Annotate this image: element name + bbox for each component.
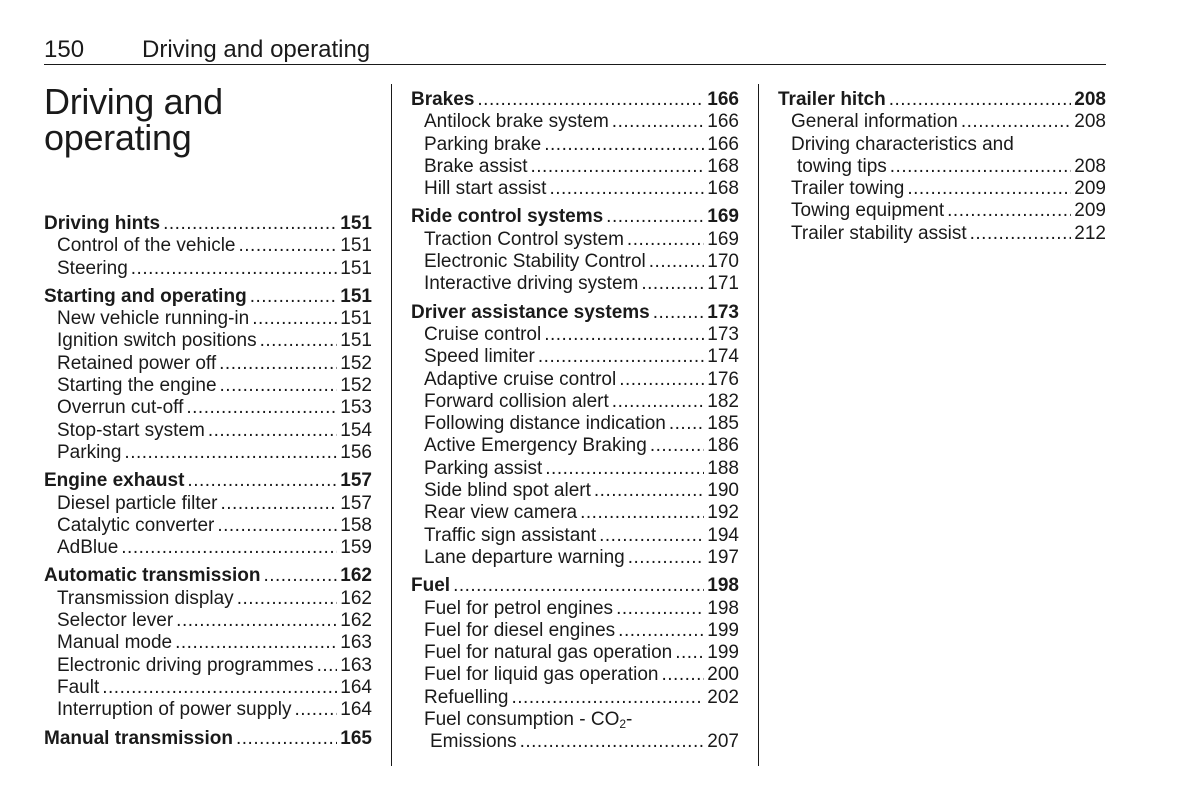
toc-item[interactable] [411, 111, 739, 133]
toc-item-page: 200 [707, 664, 739, 686]
toc-item-label: Refuelling [424, 686, 509, 708]
toc-item-page: 174 [707, 346, 739, 368]
leader-dots [237, 588, 338, 610]
leader-dots [121, 537, 337, 559]
toc-column-1 [44, 213, 372, 756]
toc-section-heading[interactable] [411, 575, 739, 597]
leader-dots [616, 598, 704, 620]
toc-item-page: 173 [707, 323, 739, 345]
column-divider [758, 84, 759, 766]
leader-dots [947, 200, 1071, 222]
toc-item-page: 159 [340, 537, 372, 559]
toc-item[interactable] [411, 346, 739, 368]
toc-section [411, 206, 739, 295]
toc-item-page: 208 [1074, 111, 1106, 133]
toc-item[interactable] [778, 200, 1106, 222]
toc-section-heading-page: 166 [707, 89, 739, 110]
toc-item[interactable] [778, 223, 1106, 245]
leader-dots [520, 731, 705, 753]
toc-item-label: General information [791, 111, 958, 133]
toc-item-page: 209 [1074, 178, 1106, 200]
toc-item[interactable] [411, 178, 739, 200]
toc-item-label: Electronic driving programmes [57, 654, 314, 676]
toc-section-heading-label: Automatic transmission [44, 565, 261, 587]
leader-dots [175, 632, 337, 654]
toc-item-label: Hill start assist [424, 178, 547, 200]
toc-item-page: 151 [340, 235, 372, 257]
toc-section-heading[interactable] [44, 565, 372, 587]
toc-section-heading-page: 173 [707, 301, 739, 323]
toc-item-page: 170 [707, 251, 739, 273]
leader-dots [599, 525, 704, 547]
toc-section-heading-label: Starting and operating [44, 285, 247, 307]
toc-item[interactable] [44, 655, 372, 677]
toc-item-label: towing tips [797, 155, 887, 177]
toc-item[interactable] [44, 330, 372, 352]
toc-item-label: Lane departure warning [424, 546, 625, 568]
toc-item[interactable] [44, 442, 372, 464]
toc-item-page: 166 [707, 111, 739, 133]
toc-item[interactable] [411, 525, 739, 547]
toc-item-page: 192 [707, 502, 739, 524]
leader-dots [236, 728, 337, 750]
toc-section-heading[interactable] [44, 286, 372, 308]
toc-section-heading-label: Fuel [411, 575, 451, 597]
toc-item-label: Brake assist [424, 155, 528, 177]
toc-item-label: Transmission display [57, 587, 234, 609]
toc-item[interactable] [411, 731, 739, 753]
toc-item[interactable] [411, 642, 739, 664]
toc-item-label: Overrun cut-off [57, 397, 184, 419]
toc-section-heading-label: Manual transmission [44, 727, 233, 749]
toc-item[interactable] [411, 687, 739, 709]
toc-item-page: 198 [707, 597, 739, 619]
leader-dots [649, 251, 705, 273]
toc-item-page: 182 [707, 390, 739, 412]
toc-item-label: Towing equipment [791, 200, 945, 222]
toc-item-label: Rear view camera [424, 502, 578, 524]
toc-item[interactable] [411, 620, 739, 642]
toc-item[interactable] [44, 493, 372, 515]
toc-section-heading-label: Ride control systems [411, 206, 604, 228]
toc-item-page: 164 [340, 676, 372, 698]
leader-dots [512, 687, 705, 709]
toc-item-label: Following distance indication [424, 413, 666, 435]
toc-item-page: 166 [707, 133, 739, 155]
leader-dots [131, 258, 338, 280]
toc-item-label: Trailer towing [791, 178, 905, 200]
leader-dots [544, 324, 704, 346]
leader-dots [260, 330, 338, 352]
toc-item-page: 163 [340, 654, 372, 676]
toc-item-label: Emissions [430, 731, 517, 753]
leader-dots [252, 308, 337, 330]
leader-dots [317, 655, 338, 677]
leader-dots [612, 391, 705, 413]
header-title: Driving and operating [142, 36, 371, 63]
toc-section-heading[interactable] [411, 206, 739, 228]
toc-item[interactable] [778, 178, 1106, 200]
toc-item-page: 158 [340, 514, 372, 536]
toc-item-page: 151 [340, 257, 372, 279]
toc-item-label: Side blind spot alert [424, 480, 591, 502]
toc-item-label: Parking brake [424, 133, 542, 155]
toc-section-heading-label: Trailer hitch [778, 89, 886, 110]
leader-dots [186, 397, 337, 419]
toc-item-page: 152 [340, 375, 372, 397]
toc-item[interactable] [411, 229, 739, 251]
toc-item[interactable] [44, 420, 372, 442]
toc-item-label: Fuel for diesel engines [424, 619, 616, 641]
toc-item[interactable] [778, 111, 1106, 133]
toc-item[interactable] [411, 458, 739, 480]
toc-section-heading[interactable] [778, 89, 1106, 111]
toc-section [778, 89, 1106, 134]
toc-item-label: Forward collision alert [424, 390, 609, 412]
toc-item-page: 194 [707, 524, 739, 546]
toc-item-label: Stop-start system [57, 419, 205, 441]
toc-item-page: 153 [340, 397, 372, 419]
toc-item-label: Manual mode [57, 632, 173, 654]
toc-item[interactable] [44, 375, 372, 397]
toc-item-page: 157 [340, 492, 372, 514]
leader-dots [239, 235, 338, 257]
toc-item-page: 169 [707, 228, 739, 250]
leader-dots [627, 229, 704, 251]
toc-item-label[interactable]: Fuel consumption - $CO_2-$ [424, 709, 633, 732]
toc-item-page: 197 [707, 546, 739, 568]
leader-dots [176, 610, 337, 632]
toc-item-label: Adaptive cruise control [424, 368, 617, 390]
toc-item-page: 151 [340, 308, 372, 330]
toc-item[interactable] [411, 156, 739, 178]
toc-item-page: 186 [707, 435, 739, 457]
leader-dots [163, 213, 337, 235]
leader-dots [453, 575, 704, 597]
toc-section [44, 470, 372, 559]
toc-section-heading-page: 151 [340, 213, 372, 234]
toc-section [44, 728, 372, 750]
toc-item-label: Interruption of power supply [57, 699, 292, 721]
toc-section-heading-page: 169 [707, 206, 739, 228]
leader-dots [961, 111, 1071, 133]
toc-item-page: 199 [707, 642, 739, 664]
toc-item-page: 171 [707, 273, 739, 295]
toc-item-label: Traction Control system [424, 228, 624, 250]
toc-item-page: 188 [707, 457, 739, 479]
toc-item-label: Speed limiter [424, 346, 535, 368]
toc-item-page: 212 [1074, 222, 1106, 244]
leader-dots [544, 134, 704, 156]
toc-item[interactable] [411, 435, 739, 457]
leader-dots [606, 206, 704, 228]
toc-item-label: Cruise control [424, 323, 542, 345]
leader-dots [530, 156, 704, 178]
leader-dots [217, 515, 337, 537]
toc-item-page: 190 [707, 480, 739, 502]
toc-item[interactable] [44, 537, 372, 559]
leader-dots [650, 435, 704, 457]
toc-item[interactable] [44, 610, 372, 632]
toc-item-page: 176 [707, 368, 739, 390]
toc-section [44, 565, 372, 721]
leader-dots [545, 458, 704, 480]
toc-item[interactable] [411, 134, 739, 156]
toc-item-label: Active Emergency Braking [424, 435, 647, 457]
toc-section-heading[interactable] [44, 213, 372, 235]
leader-dots [538, 346, 704, 368]
leader-dots [907, 178, 1071, 200]
toc-item[interactable] [44, 699, 372, 721]
toc-item-label: Trailer stability assist [791, 222, 967, 244]
leader-dots [653, 302, 705, 324]
toc-item[interactable] [44, 353, 372, 375]
page-number: 150 [44, 36, 85, 63]
leader-dots [549, 178, 704, 200]
leader-dots [263, 565, 337, 587]
toc-item-label: AdBlue [57, 537, 119, 559]
leader-dots [477, 89, 704, 111]
toc-section-heading-page: 151 [340, 285, 372, 307]
toc-column-3 [778, 89, 1106, 245]
toc-item[interactable] [411, 324, 739, 346]
toc-item-label: Ignition switch positions [57, 330, 257, 352]
toc-item-label: Interactive driving system [424, 273, 639, 295]
toc-section-heading[interactable] [44, 470, 372, 492]
toc-section-heading-page: 157 [340, 470, 372, 492]
toc-item[interactable] [44, 677, 372, 699]
toc-item-label: Parking [57, 441, 122, 463]
toc-item-label: Fuel for liquid gas operation [424, 664, 659, 686]
toc-item[interactable] [411, 413, 739, 435]
leader-dots [208, 420, 337, 442]
toc-item-page: 208 [1074, 155, 1106, 177]
leader-dots [580, 502, 704, 524]
toc-section-heading-page: 198 [707, 575, 739, 597]
leader-dots [675, 642, 704, 664]
leader-dots [890, 156, 1072, 178]
toc-item[interactable] [411, 391, 739, 413]
toc-item[interactable] [411, 480, 739, 502]
leader-dots [250, 286, 338, 308]
toc-item-page: 207 [707, 731, 739, 753]
toc-item[interactable] [411, 251, 739, 273]
toc-item-page: 199 [707, 619, 739, 641]
toc-section [411, 89, 739, 200]
toc-item-label: Traffic sign assistant [424, 524, 597, 546]
toc-column-2 [411, 89, 739, 754]
leader-dots [220, 375, 338, 397]
leader-dots [628, 547, 705, 569]
toc-item-label: Fuel for natural gas operation [424, 642, 673, 664]
toc-item-page: 163 [340, 632, 372, 654]
toc-item-page: 151 [340, 330, 372, 352]
toc-item-label: Parking assist [424, 457, 543, 479]
toc-item-label: Antilock brake system [424, 111, 609, 133]
toc-item[interactable] [411, 547, 739, 569]
leader-dots [618, 620, 704, 642]
toc-item-label: New vehicle running-in [57, 308, 250, 330]
toc-item-page: 156 [340, 441, 372, 463]
leader-dots [889, 89, 1072, 111]
toc-section-heading[interactable] [411, 302, 739, 324]
toc-item[interactable] [411, 598, 739, 620]
page-header [44, 34, 1106, 65]
toc-item-page: 164 [340, 699, 372, 721]
leader-dots [612, 111, 705, 133]
toc-item[interactable] [411, 502, 739, 524]
toc-item-page: 209 [1074, 200, 1106, 222]
toc-section-heading-page: 162 [340, 565, 372, 587]
leader-dots [661, 664, 704, 686]
leader-dots [669, 413, 704, 435]
toc-item-page: 162 [340, 610, 372, 632]
chapter-title: Driving and operating [44, 81, 223, 158]
toc-item[interactable] [44, 588, 372, 610]
toc-item-page: 202 [707, 686, 739, 708]
toc-item-page: 168 [707, 178, 739, 200]
toc-item[interactable] [44, 235, 372, 257]
toc-item-label: Retained power off [57, 352, 217, 374]
toc-item[interactable] [44, 258, 372, 280]
toc-item[interactable] [411, 369, 739, 391]
toc-section-heading[interactable] [44, 728, 372, 750]
toc-item-page: 162 [340, 587, 372, 609]
toc-section-heading-label: Driving hints [44, 213, 161, 234]
toc-item-page: 168 [707, 155, 739, 177]
toc-section-heading-page: 165 [340, 727, 372, 749]
toc-item[interactable] [44, 397, 372, 419]
toc-item-label: Fault [57, 676, 100, 698]
toc-item-label: Starting the engine [57, 375, 217, 397]
toc-section [44, 286, 372, 464]
toc-section [44, 213, 372, 280]
toc-item[interactable] [778, 156, 1106, 178]
toc-item-label: Selector lever [57, 610, 174, 632]
toc-item[interactable] [411, 664, 739, 686]
leader-dots [124, 442, 337, 464]
leader-dots [294, 699, 337, 721]
toc-section-heading-label: Brakes [411, 89, 475, 110]
leader-dots [221, 493, 338, 515]
toc-item-page: 185 [707, 413, 739, 435]
toc-item[interactable] [44, 308, 372, 330]
leader-dots [970, 223, 1072, 245]
toc-section-heading[interactable] [411, 89, 739, 111]
toc-item-label: Fuel for petrol engines [424, 597, 614, 619]
toc-item-label: Steering [57, 257, 128, 279]
toc-item[interactable] [44, 515, 372, 537]
leader-dots [641, 273, 704, 295]
toc-item-label: Control of the vehicle [57, 235, 236, 257]
toc-section-heading-label: Driver assistance systems [411, 301, 650, 323]
toc-item-page: 154 [340, 419, 372, 441]
toc-section [411, 302, 739, 570]
toc-item-label: Catalytic converter [57, 514, 215, 536]
toc-item-label: Electronic Stability Control [424, 251, 646, 273]
toc-item[interactable] [411, 273, 739, 295]
toc-item-label[interactable]: Driving characteristics and [791, 133, 1014, 155]
toc-item-page: 152 [340, 352, 372, 374]
leader-dots [187, 470, 337, 492]
toc-item-label: Diesel particle filter [57, 492, 218, 514]
column-divider [391, 84, 392, 766]
toc-section [411, 575, 739, 709]
toc-item[interactable] [44, 632, 372, 654]
leader-dots [619, 369, 704, 391]
leader-dots [594, 480, 704, 502]
leader-dots [219, 353, 337, 375]
leader-dots [102, 677, 337, 699]
toc-section-heading-page: 208 [1074, 89, 1106, 110]
toc-section-heading-label: Engine exhaust [44, 470, 185, 492]
